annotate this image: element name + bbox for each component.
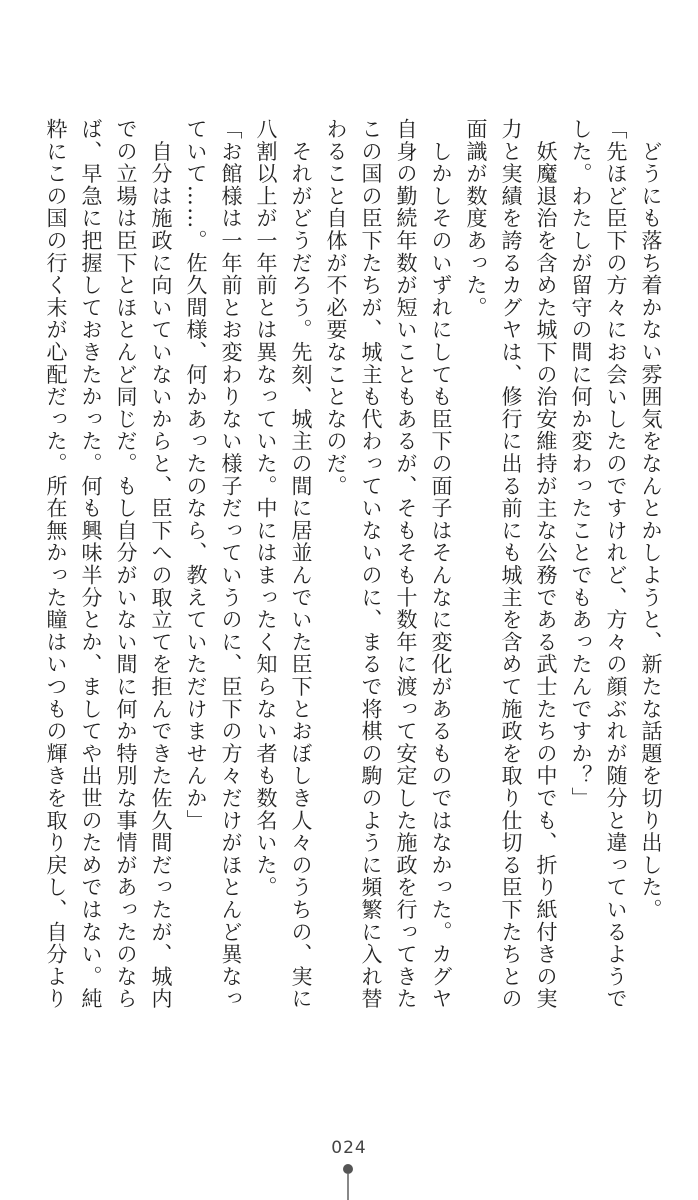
page-marker-line (347, 1174, 349, 1200)
page-number: 024 (331, 1138, 367, 1158)
text-line: わること自体が不必要なことなのだ。 (324, 118, 348, 498)
text-line: 力と実績を誇るカグヤは、修行に出る前にも城主を含めて施政を取り仕切る臣下たちとの (499, 118, 523, 1010)
text-line: この国の臣下たちが、城主も代わっていないのに、まるで将棋の駒のように頻繁に入れ替 (359, 118, 383, 1010)
text-line: 「先ほど臣下の方々にお会いしたのですけれど、方々の顔ぶれが随分と違っているようで (604, 118, 628, 1010)
text-line: 「お館様は一年前とお変わりない様子だっていうのに、臣下の方々だけがほとんど異なっ (219, 118, 243, 1010)
text-line: しかしそのいずれにしても臣下の面子はそんなに変化があるものではなかった。カグヤ (429, 118, 453, 1010)
text-line: ば、早急に把握しておきたかった。何も興味半分とか、ましてや出世のためではない。純 (79, 118, 103, 1010)
text-line: での立場は臣下とほとんど同じだ。もし自分がいない間に何か特別な事情があったのなら (114, 118, 138, 1010)
text-line: どうにも落ち着かない雰囲気をなんとかしようと、新たな話題を切り出した。 (639, 118, 663, 921)
text-line: した。わたしが留守の間に何か変わったことでもあったんですか？」 (569, 118, 593, 810)
text-line: 八割以上が一年前とは異なっていた。中にはまったく知らない者も数名いた。 (254, 118, 278, 899)
text-line: 面識が数度あった。 (464, 118, 488, 319)
text-line: ていて……。佐久間様、何かあったのなら、教えていただけませんか」 (184, 118, 208, 832)
page-marker-dot (343, 1164, 353, 1174)
text-line: 粋にこの国の行く末が心配だった。所在無かった瞳はいつもの輝きを取り戻し、自分より (44, 118, 68, 1010)
text-line: 自分は施政に向いていないからと、臣下への取立てを拒んできた佐久間だったが、城内 (149, 118, 173, 1010)
text-line: 妖魔退治を含めた城下の治安維持が主な公務である武士たちの中でも、折り紙付きの実 (534, 118, 558, 1010)
text-line: それがどうだろう。先刻、城主の間に居並んでいた臣下とおぼしき人々のうちの、実に (289, 118, 313, 1010)
text-line: 自身の勤続年数が短いこともあるが、そもそも十数年に渡って安定した施政を行ってきた (394, 118, 418, 1010)
body-text (18, 118, 668, 1018)
